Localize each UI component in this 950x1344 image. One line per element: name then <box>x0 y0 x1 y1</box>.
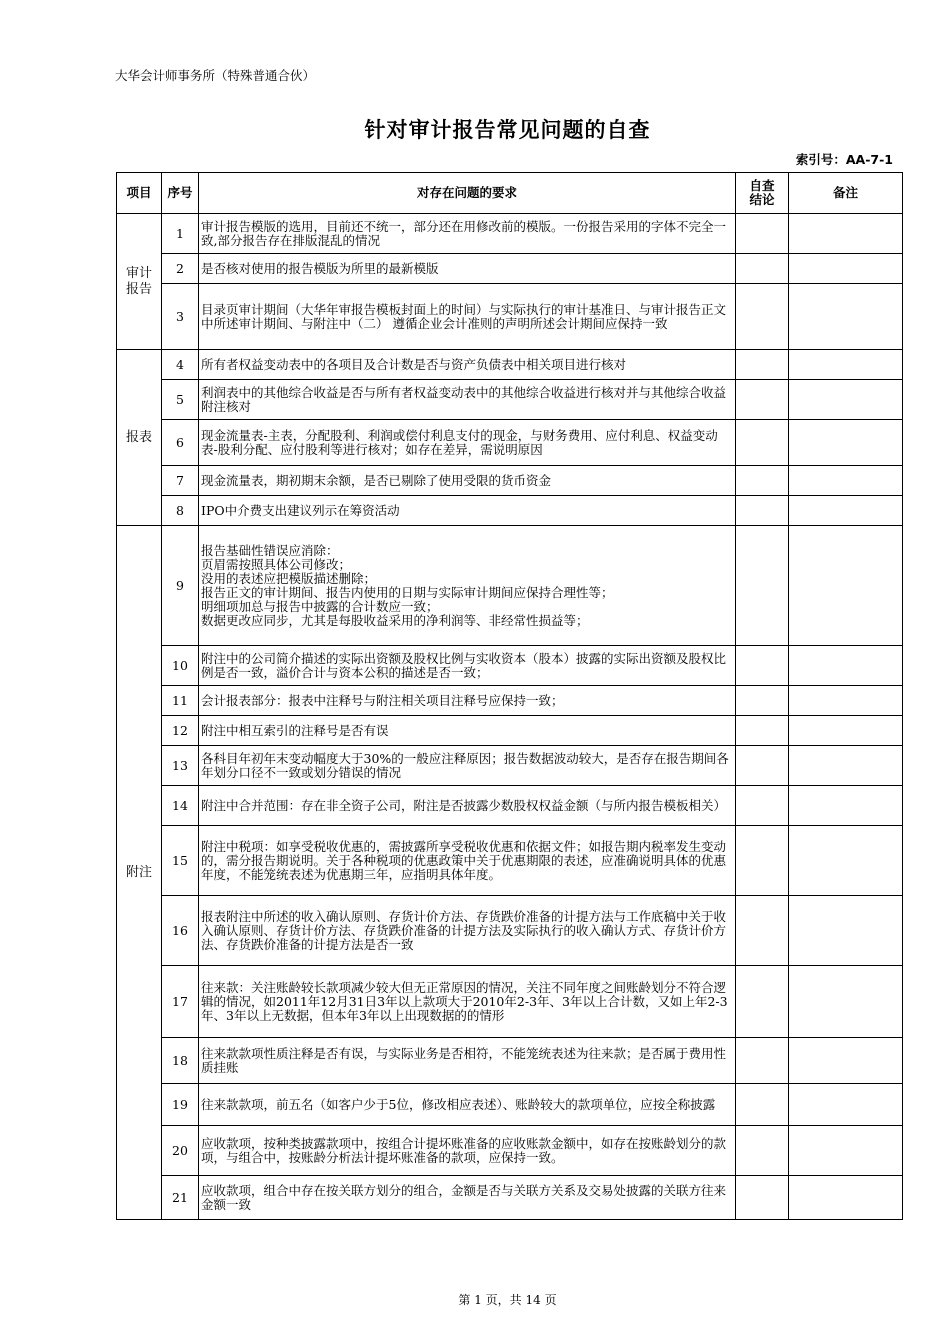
table-row <box>117 380 903 420</box>
conclusion-cell[interactable] <box>736 746 789 786</box>
remarks-cell[interactable] <box>789 254 903 284</box>
remarks-cell[interactable] <box>789 826 903 896</box>
category-cell <box>117 526 162 1220</box>
row-number: 15 <box>162 826 199 896</box>
remarks-cell[interactable] <box>789 350 903 380</box>
conclusion-cell[interactable] <box>736 466 789 496</box>
requirement-text: 附注中的公司简介描述的实际出资额及股权比例与实收资本（股本）披露的实际出资额及股权比例是否一致，溢价合计与资本公积的描述是否一致； <box>199 646 736 686</box>
table-row <box>117 1084 903 1126</box>
requirement-text: 现金流量表，期初期末余额，是否已剔除了使用受限的货币资金 <box>199 466 736 496</box>
remarks-cell[interactable] <box>789 1084 903 1126</box>
remarks-cell[interactable] <box>789 1126 903 1176</box>
conclusion-cell[interactable] <box>736 1038 789 1084</box>
requirement-text: 报表附注中所述的收入确认原则、存货计价方法、存货跌价准备的计提方法与工作底稿中关于收入确认原则、存货计价方法、存货跌价准备的计提方法及实际执行的收入确认方式、存货计价方法、存货跌价准备的计提方法是否一致 <box>199 896 736 966</box>
conclusion-cell[interactable] <box>736 284 789 350</box>
row-number: 8 <box>162 496 199 526</box>
conclusion-cell[interactable] <box>736 966 789 1038</box>
requirement-text: 应收款项，按种类披露款项中，按组合计提坏账准备的应收账款金额中，如存在按账龄划分的款项，与组合中，按账龄分析法计提坏账准备的款项，应保持一致。 <box>199 1126 736 1176</box>
requirement-text: 会计报表部分：报表中注释号与附注相关项目注释号应保持一致； <box>199 686 736 716</box>
row-number: 21 <box>162 1176 199 1220</box>
conclusion-cell[interactable] <box>736 1126 789 1176</box>
remarks-cell[interactable] <box>789 716 903 746</box>
row-number: 13 <box>162 746 199 786</box>
table-header-row <box>117 173 903 214</box>
table-row <box>117 466 903 496</box>
requirement-text: 应收款项，组合中存在按关联方划分的组合，金额是否与关联方关系及交易处披露的关联方往来金额一致 <box>199 1176 736 1220</box>
table-row <box>117 350 903 380</box>
row-number: 3 <box>162 284 199 350</box>
conclusion-cell[interactable] <box>736 496 789 526</box>
page-title: 针对审计报告常见问题的自查 <box>364 118 651 142</box>
col-header-remarks: 备注 <box>789 173 903 214</box>
table-row <box>117 526 903 646</box>
row-number: 9 <box>162 526 199 646</box>
conclusion-cell[interactable] <box>736 350 789 380</box>
conclusion-cell[interactable] <box>736 1176 789 1220</box>
table-row <box>117 1126 903 1176</box>
requirement-text: 现金流量表-主表，分配股利、利润或偿付利息支付的现金，与财务费用、应付利息、权益变动表-股利分配、应付股利等进行核对；如存在差异，需说明原因 <box>199 420 736 466</box>
requirement-text: 审计报告模版的选用，目前还不统一，部分还在用修改前的模版。一份报告采用的字体不完全一致,部分报告存在排版混乱的情况 <box>199 214 736 254</box>
row-number: 18 <box>162 1038 199 1084</box>
requirement-text: 附注中合并范围：存在非全资子公司，附注是否披露少数股权权益金额（与所内报告模板相关） <box>199 786 736 826</box>
row-number: 7 <box>162 466 199 496</box>
remarks-cell[interactable] <box>789 746 903 786</box>
table-row <box>117 966 903 1038</box>
remarks-cell[interactable] <box>789 284 903 350</box>
row-number: 11 <box>162 686 199 716</box>
col-header-requirement: 对存在问题的要求 <box>199 173 736 214</box>
row-number: 17 <box>162 966 199 1038</box>
table-row <box>117 284 903 350</box>
row-number: 5 <box>162 380 199 420</box>
table-row <box>117 214 903 254</box>
row-number: 6 <box>162 420 199 466</box>
requirement-text: 报告基础性错误应消除： 页眉需按照具体公司修改； 没用的表述应把模版描述删除； 报告正文的审计期间、报告内使用的日期与实际审计期间应保持合理性等； 明细项加总与报告中披露的合计数应一致； 数据更改应同步，尤其是每股收益采用的净利润等、非经常性损益等； <box>199 526 736 646</box>
remarks-cell[interactable] <box>789 214 903 254</box>
row-number: 2 <box>162 254 199 284</box>
conclusion-cell[interactable] <box>736 1084 789 1126</box>
category-cell <box>117 214 162 350</box>
remarks-cell[interactable] <box>789 966 903 1038</box>
table-row <box>117 496 903 526</box>
row-number: 1 <box>162 214 199 254</box>
index-number: 索引号：AA-7-1 <box>795 152 893 167</box>
remarks-cell[interactable] <box>789 466 903 496</box>
requirement-text: 往来款款项，前五名（如客户少于5位，修改相应表述）、账龄较大的款项单位，应按全称披露 <box>199 1084 736 1126</box>
row-number: 16 <box>162 896 199 966</box>
remarks-cell[interactable] <box>789 420 903 466</box>
conclusion-cell[interactable] <box>736 716 789 746</box>
table-row <box>117 786 903 826</box>
remarks-cell[interactable] <box>789 380 903 420</box>
table-row <box>117 716 903 746</box>
requirement-text: 往来款款项性质注释是否有误，与实际业务是否相符，不能笼统表述为往来款；是否属于费用性质挂账 <box>199 1038 736 1084</box>
col-header-conclusion <box>736 173 789 214</box>
row-number: 12 <box>162 716 199 746</box>
table-row <box>117 896 903 966</box>
table-row <box>117 1176 903 1220</box>
conclusion-cell[interactable] <box>736 420 789 466</box>
conclusion-cell[interactable] <box>736 686 789 716</box>
requirement-text: 利润表中的其他综合收益是否与所有者权益变动表中的其他综合收益进行核对并与其他综合收益附注核对 <box>199 380 736 420</box>
table-row <box>117 646 903 686</box>
requirement-text: 所有者权益变动表中的各项目及合计数是否与资产负债表中相关项目进行核对 <box>199 350 736 380</box>
table-row <box>117 746 903 786</box>
table-row <box>117 1038 903 1084</box>
self-check-table <box>116 172 903 1220</box>
remarks-cell[interactable] <box>789 496 903 526</box>
requirement-text: 是否核对使用的报告模版为所里的最新模版 <box>199 254 736 284</box>
table-row <box>117 420 903 466</box>
remarks-cell[interactable] <box>789 646 903 686</box>
requirement-text: IPO中介费支出建议列示在筹资活动 <box>199 496 736 526</box>
requirement-text: 各科目年初年末变动幅度大于30%的一般应注释原因；报告数据波动较大，是否存在报告期间各年划分口径不一致或划分错误的情况 <box>199 746 736 786</box>
row-number: 20 <box>162 1126 199 1176</box>
row-number: 14 <box>162 786 199 826</box>
remarks-cell[interactable] <box>789 686 903 716</box>
conclusion-cell[interactable] <box>736 826 789 896</box>
requirement-text: 往来款：关注账龄较长款项减少较大但无正常原因的情况，关注不同年度之间账龄划分不符合逻辑的情况，如2011年12月31日3年以上款项大于2010年2-3年、3年以上合计数，又如上年2-3年、3年以上无数据，但本年3年以上出现数据的的情形 <box>199 966 736 1038</box>
remarks-cell[interactable] <box>789 526 903 646</box>
conclusion-cell[interactable] <box>736 380 789 420</box>
firm-name: 大华会计师事务所（特殊普通合伙） <box>115 68 316 83</box>
row-number: 4 <box>162 350 199 380</box>
category-label: 报表 <box>125 429 152 445</box>
category-cell <box>117 350 162 526</box>
conclusion-cell[interactable] <box>736 646 789 686</box>
remarks-cell[interactable] <box>789 1176 903 1220</box>
conclusion-cell[interactable] <box>736 526 789 646</box>
requirement-text: 附注中税项：如享受税收优惠的，需披露所享受税收优惠和依据文件；如报告期内税率发生变动的，需分报告期说明。关于各种税项的优惠政策中关于优惠期限的表述，应准确说明具体的优惠年度，不能笼统表述为优惠期三年，应指明具体年度。 <box>199 826 736 896</box>
col-header-item: 项目 <box>117 173 162 214</box>
row-number: 10 <box>162 646 199 686</box>
remarks-cell[interactable] <box>789 1038 903 1084</box>
row-number: 19 <box>162 1084 199 1126</box>
conclusion-cell[interactable] <box>736 896 789 966</box>
requirement-text: 附注中相互索引的注释号是否有误 <box>199 716 736 746</box>
conclusion-cell[interactable] <box>736 214 789 254</box>
table-row <box>117 826 903 896</box>
conclusion-cell[interactable] <box>736 786 789 826</box>
conclusion-cell[interactable] <box>736 254 789 284</box>
table-row <box>117 254 903 284</box>
category-label: 附注 <box>125 864 152 880</box>
col-header-conclusion-text: 自查结论 <box>749 178 775 207</box>
requirement-text: 目录页审计期间（大华年审报告模板封面上的时间）与实际执行的审计基准日、与审计报告正文中所述审计期间、与附注中（二） 遵循企业会计准则的声明所述会计期间应保持一致 <box>199 284 736 350</box>
remarks-cell[interactable] <box>789 896 903 966</box>
table-row <box>117 686 903 716</box>
category-label: 审计报告 <box>125 265 152 297</box>
col-header-number: 序号 <box>162 173 199 214</box>
remarks-cell[interactable] <box>789 786 903 826</box>
page-footer: 第 1 页，共 14 页 <box>458 1293 557 1307</box>
